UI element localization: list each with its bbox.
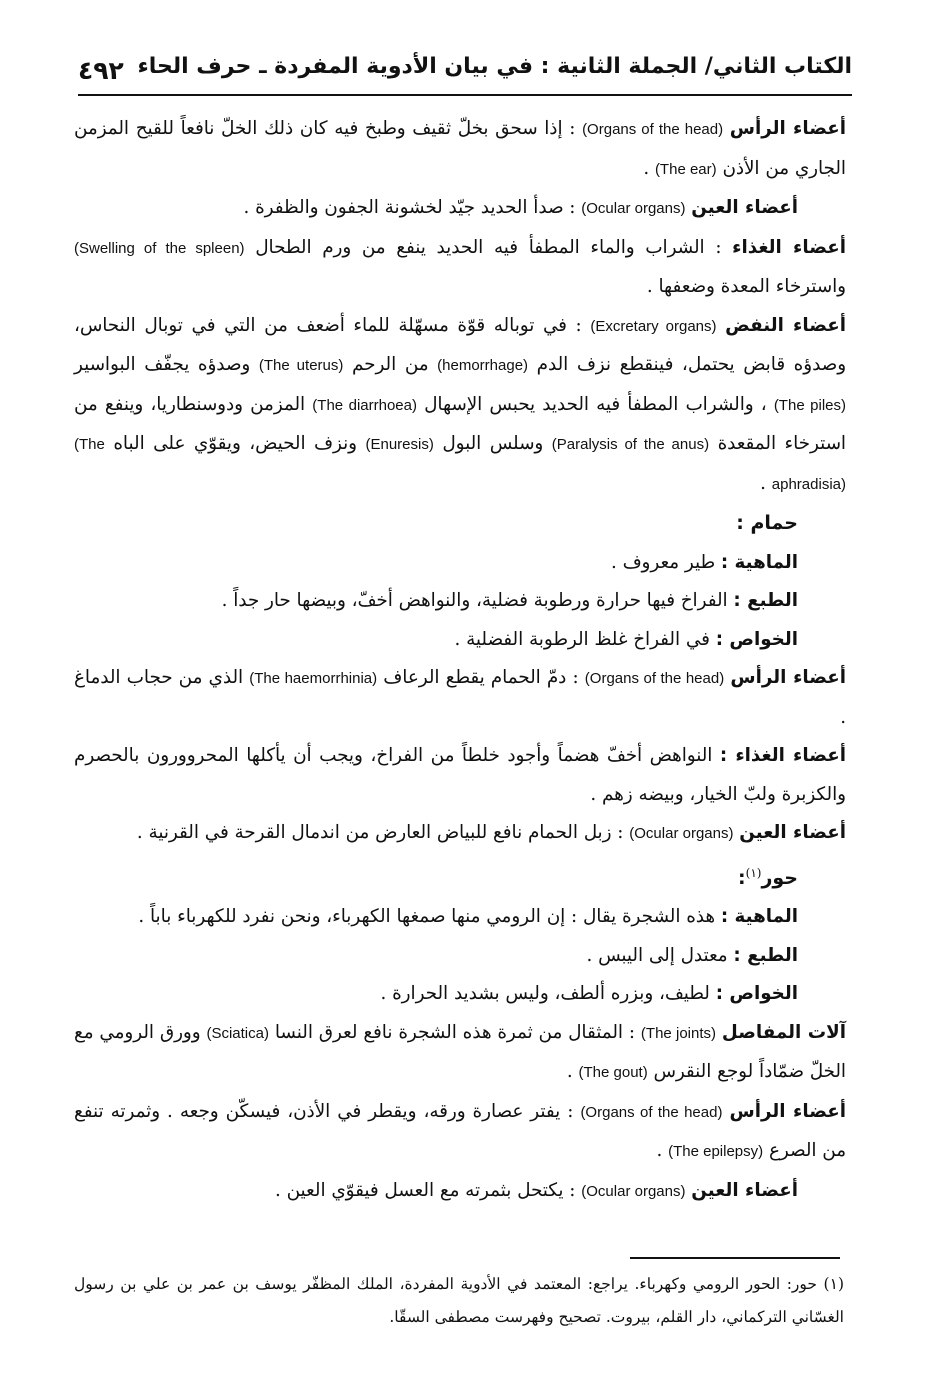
- hamam-khawas: [74, 621, 846, 660]
- entry-title-hamam: [74, 504, 846, 544]
- term-label: الماهية :: [720, 906, 798, 928]
- paragraph-text: : إذا سحق بخلّ ثقيف وطبخ فيه كان ذلك الخلّ نافعاً للقيح المزمن الجاري من الأذن: [74, 118, 846, 179]
- paragraph-text: طير معروف .: [610, 551, 716, 573]
- hawr-joints: [74, 1014, 846, 1093]
- paragraph-text: : المثقال من ثمرة هذه الشجرة نافع لعرق النسا: [274, 1021, 636, 1043]
- entry-title: حمام :: [736, 512, 798, 534]
- english-term: (The joints): [640, 1024, 717, 1042]
- paragraph-end: .: [643, 157, 650, 179]
- hamam-nutrition-organs: [74, 737, 846, 814]
- paragraph-text: في الفراخ غلظ الرطوبة الفضلية .: [454, 628, 710, 650]
- english-term: (Organs of the head): [584, 670, 725, 687]
- term-label: أعضاء الغذاء: [732, 236, 847, 258]
- paragraph-ocular-organs: [74, 189, 846, 229]
- english-term: (The epilepsy): [668, 1143, 764, 1161]
- paragraph-text: النواهض أخفّ هضماً وأجود خلطاً من الفراخ، ويجب أن يأكلها المحروورون بالحصرم والكزبرة ولبّ الخيار، وبيضه زهم .: [74, 745, 846, 805]
- paragraph-text: الفراخ فيها حرارة ورطوبة فضلية، والنواهض أخفّ، وبيضها حار جداً .: [221, 590, 728, 611]
- term-label: الخواص :: [715, 983, 798, 1005]
- english-term: (Swelling of the spleen): [74, 239, 245, 257]
- footnote: [74, 1268, 844, 1334]
- paragraph-text: المزمن ودوسنطاريا، وينفع من استرخاء المقعدة: [74, 393, 846, 454]
- paragraph-end: .: [760, 472, 766, 494]
- term-label: أعضاء النفض: [725, 314, 846, 336]
- page-number: ٤٩٢: [78, 56, 124, 85]
- footnote-marker: (١): [823, 1275, 844, 1293]
- hamam-tab: [74, 582, 846, 621]
- paragraph-text: : يكتحل بثمرته مع العسل فيقوّي العين .: [275, 1179, 576, 1201]
- english-term: (Sciatica): [206, 1024, 269, 1042]
- paragraph-text: : في توباله قوّة مسهّلة للماء أضعف من التي في توبال النحاس، وصدؤه قابض يحتمل، فينقطع نزف الدم: [74, 314, 847, 375]
- english-term: (Organs of the head): [582, 121, 724, 138]
- term-label: آلات المفاصل: [721, 1021, 847, 1043]
- hawr-ocular-organs: [74, 1172, 846, 1212]
- english-term: (Paralysis of the anus): [551, 436, 710, 453]
- english-term: (hemorrhage): [437, 357, 529, 374]
- paragraph-text: : صدأ الحديد جيّد لخشونة الجفون والظفرة .: [243, 197, 576, 218]
- english-term: (The ear): [654, 160, 717, 178]
- english-term: (The piles): [773, 396, 846, 414]
- footnote-text: حور: الحور الرومي وكهرباء. يراجع: المعتمد في الأدوية المفردة، الملك المظفّر يوسف بن عمر بن علي بن رسول الغسّاني التركماني، دار القلم، بيروت. تصحيح وفهرست مصطفى السقّا.: [74, 1275, 844, 1326]
- term-label: أعضاء الرأس: [729, 1100, 847, 1122]
- english-term: (The aphradisia): [74, 436, 846, 493]
- term-label: أعضاء العين: [691, 1179, 798, 1201]
- paragraph-text: : يفتر عصارة ورقه، ويقطر في الأذن، فيسكّن وجعه . وثمرته تنفع من الصرع: [74, 1100, 846, 1162]
- paragraph-end: .: [566, 1061, 573, 1083]
- hawr-mahiya: [74, 898, 846, 937]
- term-label: الطبع :: [733, 590, 798, 611]
- entry-title-hawr: [74, 854, 846, 899]
- body-text: [74, 110, 846, 1211]
- paragraph-text: : الشراب والماء المطفأ فيه الحديد ينفع من ورم الطحال: [255, 236, 722, 258]
- term-label: الماهية :: [720, 551, 798, 573]
- paragraph-excretory-organs: [74, 307, 846, 505]
- english-term: (Ocular organs): [629, 825, 734, 842]
- hawr-tab: [74, 937, 846, 976]
- paragraph-text: ونزف الحيض، ويقوّي على الباه: [113, 433, 357, 454]
- term-label: أعضاء الرأس: [729, 118, 846, 139]
- english-term: (Ocular organs): [581, 200, 686, 217]
- english-term: (Enuresis): [365, 436, 434, 453]
- hawr-organs-head: [74, 1093, 846, 1172]
- page-header: [78, 48, 852, 96]
- term-label: أعضاء العين: [739, 822, 846, 843]
- paragraph-text: لطيف، وبزره ألطف، وليس بشديد الحرارة .: [380, 983, 710, 1005]
- hamam-mahiya: [74, 544, 846, 583]
- english-term: (The diarrhoea): [312, 396, 417, 414]
- english-term: (Ocular organs): [581, 1182, 686, 1200]
- entry-title: حور: [761, 866, 798, 889]
- english-term: (The haemorrhinia): [249, 670, 378, 687]
- hamam-organs-head: [74, 659, 846, 737]
- hamam-ocular-organs: [74, 814, 846, 854]
- paragraph-end: الذي من حجاب الدماغ .: [74, 667, 846, 728]
- term-label: الخواص :: [715, 628, 798, 650]
- footnote-divider: [630, 1257, 840, 1259]
- paragraph-end: واسترخاء المعدة وضعفها .: [646, 276, 846, 297]
- english-term: (The gout): [578, 1064, 648, 1082]
- entry-title-colon: :: [738, 866, 746, 889]
- paragraph-text: : دمّ الحمام يقطع الرعاف: [383, 667, 579, 688]
- english-term: (Excretary organs): [590, 317, 717, 335]
- paragraph-text: وسلس البول: [442, 433, 544, 454]
- paragraph-text: من الرحم: [352, 354, 429, 375]
- paragraph-text: ، والشراب المطفأ فيه الحديد يحبس الإسهال: [424, 393, 767, 415]
- paragraph-text: وورق الرومي مع الخلّ ضمّاداً لوجع النقرس: [74, 1021, 846, 1083]
- hawr-khawas: [74, 975, 846, 1014]
- footnote-reference: (١): [745, 865, 762, 880]
- term-label: أعضاء الرأس: [730, 667, 847, 688]
- paragraph-organs-head: [74, 110, 846, 189]
- paragraph-text: : زبل الحمام نافع للبياض العارض من اندمال القرحة في القرنية .: [136, 822, 624, 843]
- running-title: الكتاب الثاني/ الجملة الثانية : في بيان الأدوية المفردة ـ حرف الحاء: [137, 54, 852, 79]
- paragraph-text: هذه الشجرة يقال : إن الرومي منها صمغها الكهرباء، ونحن نفرد للكهرباء باباً .: [138, 906, 716, 928]
- english-term: (Organs of the head): [580, 1103, 723, 1121]
- term-label: أعضاء العين: [691, 197, 798, 218]
- paragraph-text: معتدل إلى اليبس .: [586, 944, 728, 966]
- english-term: (The uterus): [258, 357, 344, 374]
- term-label: الطبع :: [733, 944, 798, 966]
- paragraph-end: .: [656, 1140, 663, 1162]
- term-label: أعضاء الغذاء :: [719, 745, 846, 766]
- paragraph-nutrition-organs: [74, 229, 846, 307]
- paragraph-text: وصدؤه يجفّف البواسير: [74, 354, 251, 375]
